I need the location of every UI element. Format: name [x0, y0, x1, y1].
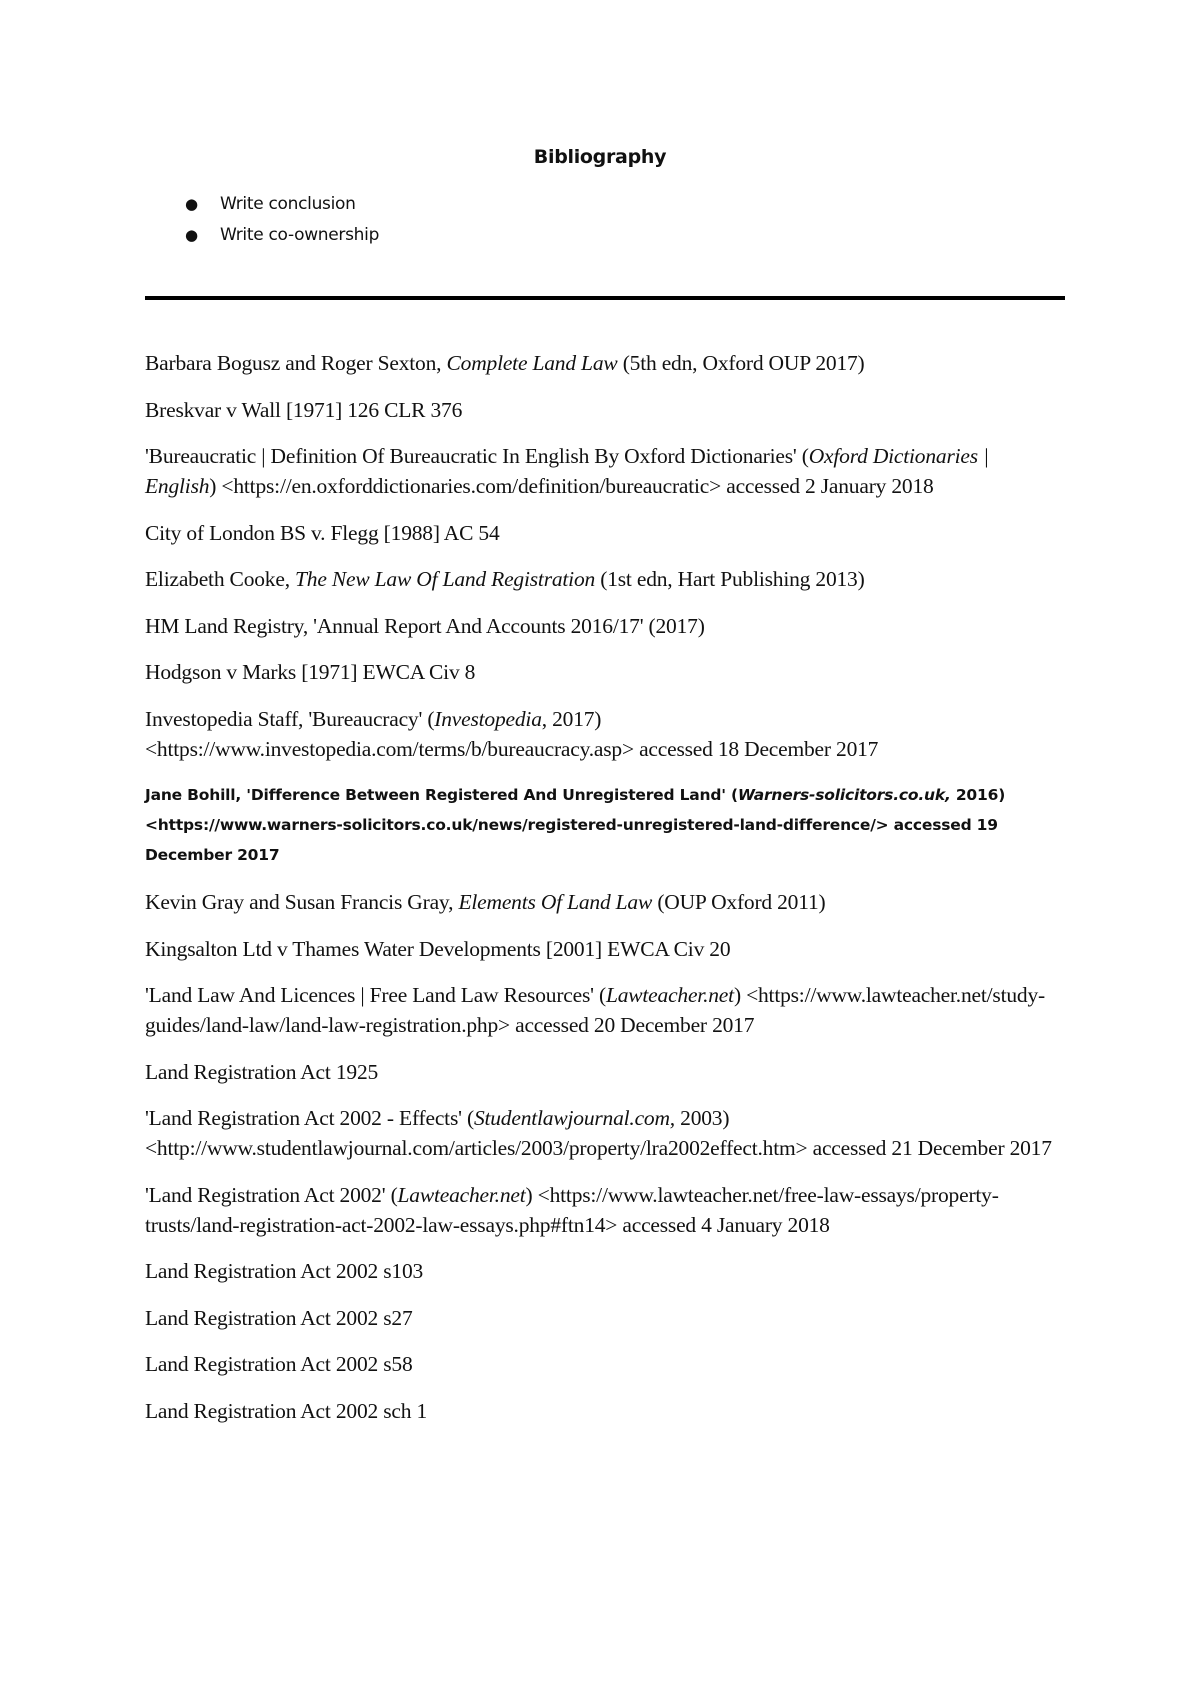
entry-italic-text: Lawteacher.net — [397, 1182, 526, 1207]
bibliography-entry — [145, 441, 1065, 501]
bibliography-entry — [145, 564, 1065, 594]
page-title: Bibliography — [533, 146, 667, 168]
entry-text: Hodgson v Marks [1971] EWCA Civ 8 — [145, 660, 476, 684]
todo-item-text: Write conclusion — [220, 194, 356, 214]
bibliography-entry — [145, 934, 1065, 964]
entry-italic-text: Lawteacher.net — [605, 983, 734, 1007]
entry-italic-text: The New Law Of Land Registration — [295, 567, 596, 591]
bibliography-entry — [145, 657, 1065, 687]
bibliography-entry — [145, 780, 1065, 870]
todo-item — [180, 193, 379, 224]
entry-text: 'Land Registration Act 2002' ( — [145, 1182, 398, 1207]
entry-text: ) <https://www.lawteacher.net/study-guides/land-law/land-law-registration.php> accessed 20 December 2017 — [145, 983, 1045, 1037]
entry-text: (OUP Oxford 2011) — [652, 890, 826, 914]
entry-text: Land Registration Act 2002 s58 — [145, 1352, 413, 1376]
entry-italic-text: Elements Of Land Law — [458, 890, 653, 914]
bibliography-entry — [145, 980, 1065, 1040]
entry-text: Barbara Bogusz and Roger Sexton, — [145, 351, 447, 375]
entry-text: (5th edn, Oxford OUP 2017) — [617, 351, 865, 375]
entry-italic-text: Studentlawjournal.com, — [473, 1106, 675, 1130]
entry-text: ) <https://en.oxforddictionaries.com/definition/bureaucratic> accessed 2 January 2018 — [209, 474, 934, 498]
bibliography-entry — [145, 395, 1065, 425]
entry-text: 2003) <http://www.studentlawjournal.com/articles/2003/property/lra2002effect.htm> accessed 21 December 2017 — [145, 1106, 1052, 1160]
bibliography-entry — [145, 518, 1065, 548]
entry-text: Land Registration Act 2002 sch 1 — [145, 1398, 428, 1423]
entry-text: Land Registration Act 2002 s103 — [145, 1259, 424, 1283]
entry-text: , 2017) <https://www.investopedia.com/terms/b/bureaucracy.asp> accessed 18 December 2017 — [145, 706, 879, 761]
entry-text: HM Land Registry, 'Annual Report And Accounts 2016/17' (2017) — [145, 613, 705, 638]
bibliography-entry — [145, 1349, 1065, 1379]
bibliography-entry — [145, 611, 1065, 641]
entry-text: Kingsalton Ltd v Thames Water Developments [2001] EWCA Civ 20 — [145, 936, 731, 961]
bullet-icon: ● — [185, 195, 198, 213]
bibliography-entry — [145, 1303, 1065, 1333]
bullet-icon: ● — [185, 226, 198, 244]
bibliography-list — [145, 348, 1065, 1442]
entry-text: Land Registration Act 2002 s27 — [145, 1305, 413, 1330]
todo-list — [180, 193, 379, 255]
entry-text: Investopedia Staff, 'Bureaucracy' ( — [145, 706, 435, 731]
horizontal-divider — [145, 296, 1065, 300]
bibliography-entry — [145, 1396, 1065, 1426]
entry-text: Jane Bohill, 'Difference Between Registered And Unregistered Land' ( — [145, 786, 738, 804]
bibliography-entry — [145, 1180, 1065, 1240]
entry-text: 2016) <https://www.warners-solicitors.co.uk/news/registered-unregistered-land-difference/> accessed 19 December 2017 — [145, 786, 1006, 864]
entry-text: Land Registration Act 1925 — [145, 1059, 379, 1084]
entry-text: 'Bureaucratic | Definition Of Bureaucratic In English By Oxford Dictionaries' ( — [145, 444, 809, 468]
entry-text: 'Land Law And Licences | Free Land Law Resources' ( — [145, 983, 606, 1007]
entry-text: Elizabeth Cooke, — [145, 567, 296, 591]
entry-text: City of London BS v. Flegg [1988] AC 54 — [145, 520, 500, 545]
entry-italic-text: Warners-solicitors.co.uk, — [737, 786, 951, 804]
bibliography-entry — [145, 1103, 1065, 1163]
todo-item — [180, 224, 379, 255]
todo-item-text: Write co-ownership — [220, 225, 380, 245]
entry-text: 'Land Registration Act 2002 - Effects' ( — [145, 1106, 474, 1130]
entry-italic-text: Investopedia — [434, 706, 542, 731]
bibliography-entry — [145, 887, 1065, 917]
bibliography-entry — [145, 348, 1065, 378]
entry-text: ) <https://www.lawteacher.net/free-law-essays/property-trusts/land-registration-act-2002-law-essays.php#ftn14> accessed 4 January 2018 — [145, 1182, 999, 1237]
bibliography-entry — [145, 1057, 1065, 1087]
entry-text: Breskvar v Wall [1971] 126 CLR 376 — [145, 397, 463, 422]
bibliography-entry — [145, 704, 1065, 764]
entry-text: (1st edn, Hart Publishing 2013) — [595, 567, 865, 591]
bibliography-entry — [145, 1256, 1065, 1286]
entry-italic-text: Oxford Dictionaries | English — [145, 444, 989, 498]
entry-italic-text: Complete Land Law — [446, 351, 618, 375]
entry-text: Kevin Gray and Susan Francis Gray, — [145, 890, 459, 914]
